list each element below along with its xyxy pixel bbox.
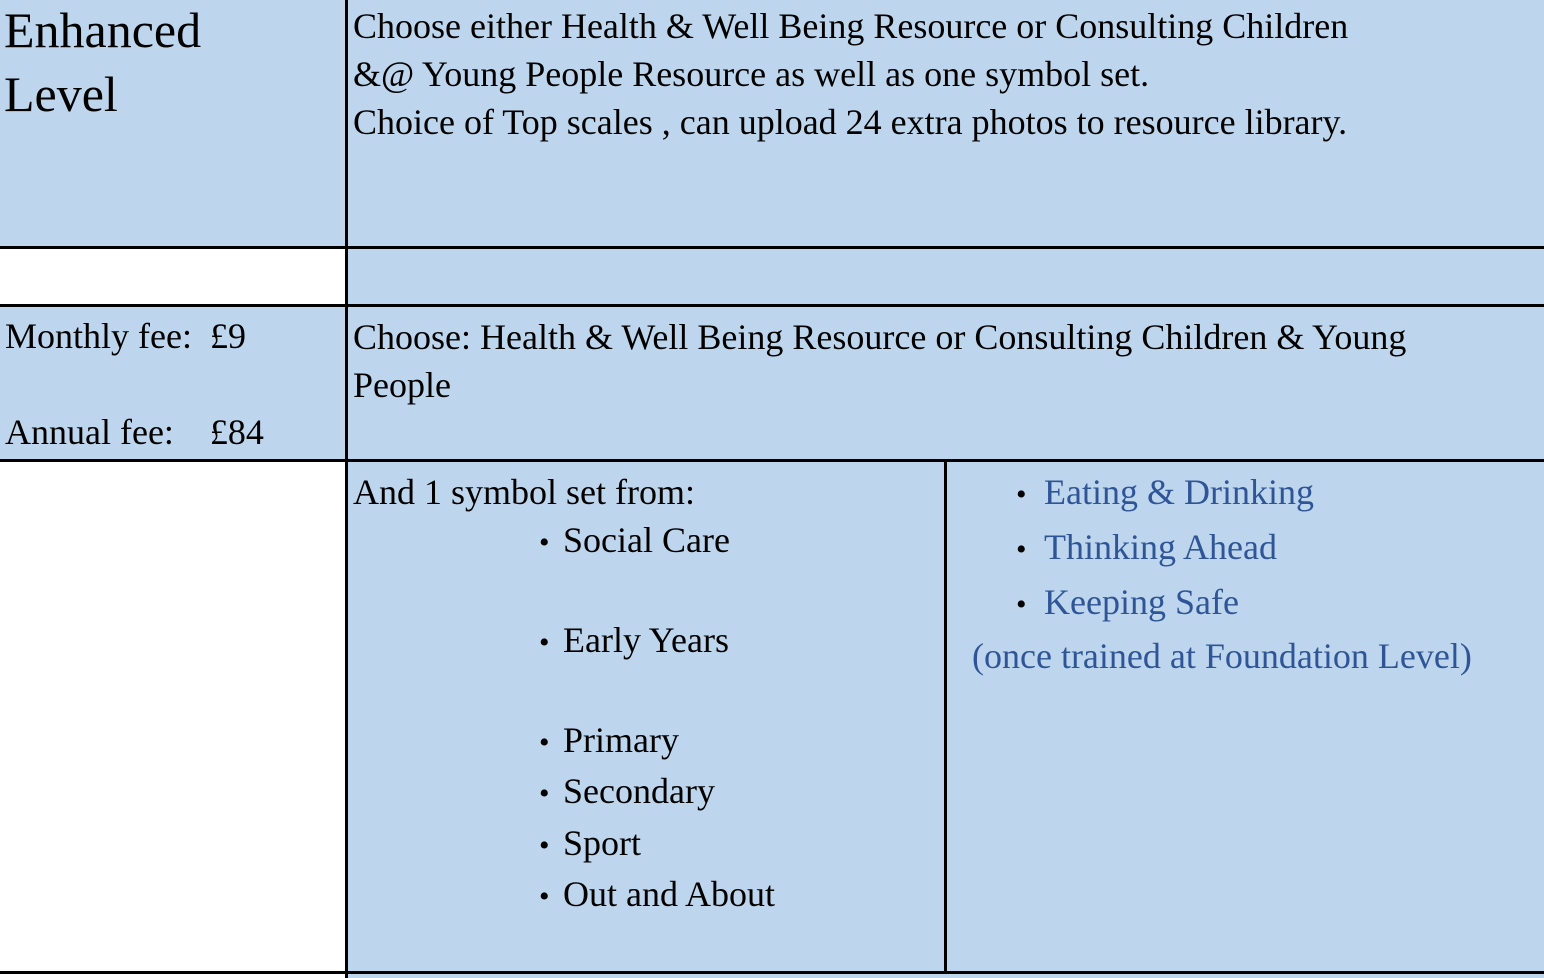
level-title <box>4 0 201 126</box>
advanced-set-item: • Thinking Ahead <box>1016 527 1277 567</box>
divider-bottom <box>0 971 1544 974</box>
symbol-set-label: Secondary <box>563 771 715 811</box>
advanced-set-item: • Eating & Drinking <box>1016 472 1314 512</box>
annual-fee: Annual fee: £84 <box>5 412 264 452</box>
divider-row-2 <box>0 304 1544 307</box>
symbol-set-item: • Early Years <box>539 620 729 660</box>
divider-row-1 <box>0 246 1544 249</box>
blank-left-cell <box>0 461 348 978</box>
divider-row-3 <box>0 459 1544 462</box>
symbol-set-label: Social Care <box>563 520 730 560</box>
description-line3: Choice of Top scales , can upload 24 extra photos to resource library. <box>353 102 1348 142</box>
symbol-set-label: Primary <box>563 720 679 760</box>
symbol-set-label: Early Years <box>563 620 729 660</box>
empty-left-cell <box>0 248 348 306</box>
symbol-set-item: • Social Care <box>539 520 730 560</box>
divider-vertical-main <box>345 0 348 978</box>
symbol-set-item: • Sport <box>539 823 642 863</box>
divider-vertical-lower <box>944 461 947 973</box>
advanced-set-item: • Keeping Safe <box>1016 582 1239 622</box>
symbol-set-item: • Out and About <box>539 874 775 914</box>
level-title-line2: Level <box>4 66 118 122</box>
foundation-note: (once trained at Foundation Level) <box>963 636 1472 676</box>
level-title-line1: Enhanced <box>4 2 202 58</box>
monthly-fee: Monthly fee: £9 <box>5 316 246 356</box>
level-description <box>353 2 1538 146</box>
choose-resource-text: Choose: Health & Well Being Resource or Consulting Children & Young People <box>353 317 1407 405</box>
advanced-set-label: Thinking Ahead <box>1044 527 1277 567</box>
symbol-set-label: Sport <box>563 823 642 863</box>
advanced-set-label: Keeping Safe <box>1044 582 1239 622</box>
description-line1: Choose either Health & Well Being Resource or Consulting Children <box>353 6 1349 46</box>
symbol-set-item: • Secondary <box>539 771 715 811</box>
empty-right-cell <box>348 248 1544 306</box>
symbol-set-item: • Primary <box>539 720 679 760</box>
symbol-set-label: Out and About <box>563 874 775 914</box>
advanced-set-label: Eating & Drinking <box>1044 472 1314 512</box>
symbol-set-intro: And 1 symbol set from: <box>353 472 695 512</box>
description-line2: &@ Young People Resource as well as one symbol set. <box>353 54 1150 94</box>
